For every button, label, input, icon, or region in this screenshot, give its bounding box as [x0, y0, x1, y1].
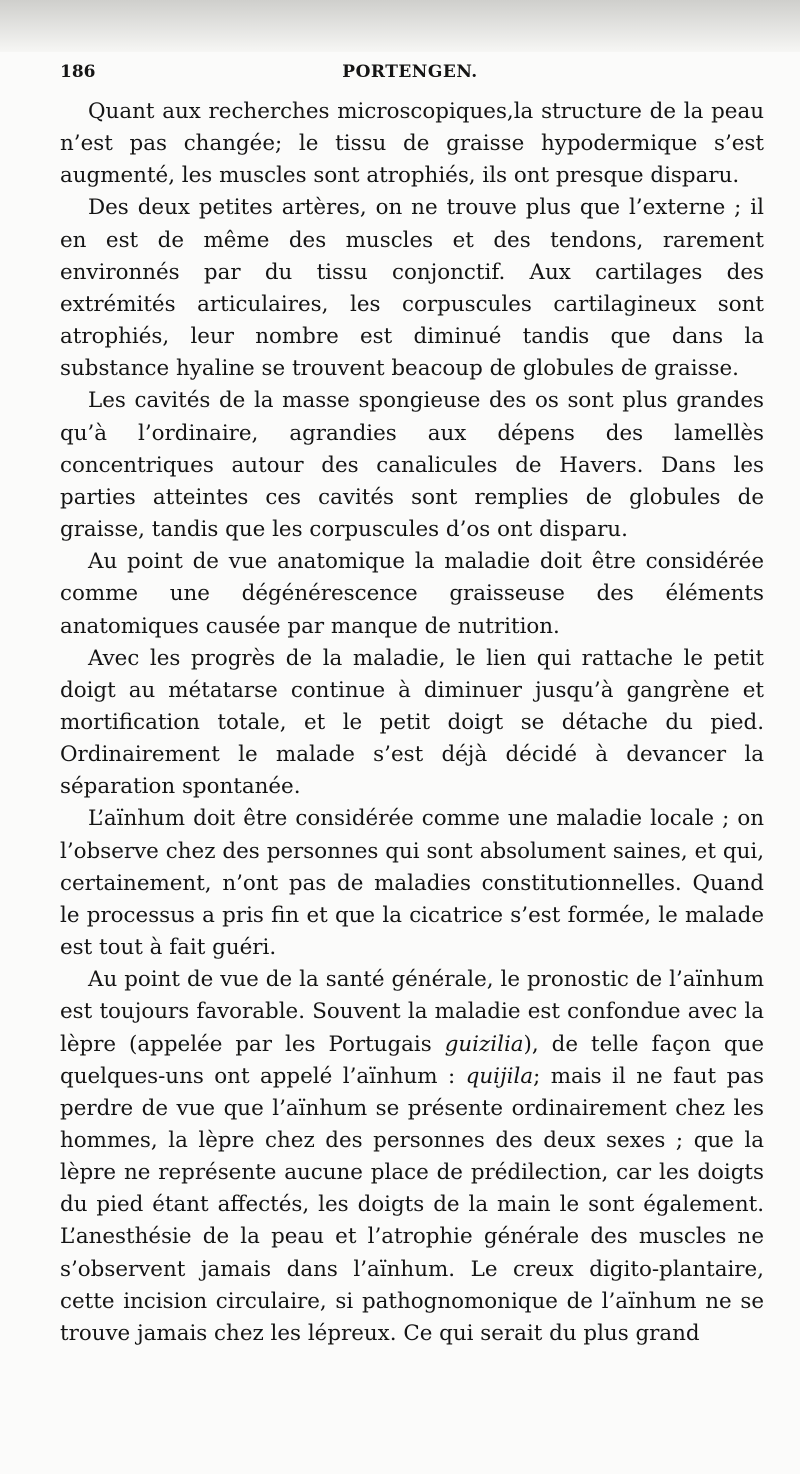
paragraph-local-disease: L’aïnhum doit être considérée comme une maladie locale ; on l’observe chez des personnes qui sont absolument saines, et qui, certainement, n’ont pas de maladies constitutionnelles. Quand le processus a pris fin et que la cicatrice s’est formée, le malade est tout à fait guéri. [60, 806, 764, 961]
paragraph-microscopy: Quant aux recherches microscopiques,la structure de la peau n’est pas changée; le tissu de graisse hypodermique s’est augmenté, les muscles sont atrophiés, ils ont presque disparu. [60, 99, 764, 189]
page-header [60, 60, 760, 90]
paragraph-progression: Avec les progrès de la maladie, le lien qui rattache le petit doigt au métatarse continue à diminuer jusqu’à gangrène et mortification totale, et le petit doigt se détache du pied. Ordinairement le malade s’est déjà décidé à devancer la séparation spontanée. [60, 645, 764, 800]
paragraph-prognosis: Au point de vue de la santé générale, le pronostic de l’aïnhum est toujours favorable. Souvent la maladie est confondue avec la lèpre (appelée par les Portugais guizilia), de telle façon que quelques-uns ont appelé l’aïnhum : quijila; mais il ne faut pas perdre de vue que l’aïnhum se présente ordinairement chez les hommes, la lèpre chez des personnes des deux sexes ; que la lèpre ne représente aucune place de prédilection, car les doigts du pied étant affectés, les doigts de la main le sont également. L’anesthésie de la peau et l’atrophie générale des muscles ne s’observent jamais dans l’aïnhum. Le creux digito-plantaire, cette incision circulaire, si pathognomonique de l’aïnhum ne se trouve jamais chez les lépreux. Ce qui serait du plus grand [60, 967, 764, 1346]
page-number: 186 [60, 62, 96, 82]
term-guizilia: guizilia [444, 1031, 524, 1057]
scan-top-shadow [0, 0, 800, 52]
paragraph-anatomy: Au point de vue anatomique la maladie doit être considérée comme une dégénérescence graisseuse des éléments anatomiques causée par manque de nutrition. [60, 549, 764, 639]
running-title: PORTENGEN. [342, 62, 478, 82]
paragraph-arteries: Des deux petites artères, on ne trouve plus que l’externe ; il en est de même des muscles et des tendons, rarement environnés par du tissu conjonctif. Aux cartilages des extrémités articulaires, les corpuscules cartilagineux sont atrophiés, leur nombre est diminué tandis que dans la substance hyaline se trouvent beacoup de globules de graisse. [60, 195, 764, 382]
paragraph-bone-cavities: Les cavités de la masse spongieuse des os sont plus grandes qu’à l’ordinaire, agrandies aux dépens des lamellès concentriques autour des canalicules de Havers. Dans les parties atteintes ces cavités sont remplies de globules de graisse, tandis que les corpuscules d’os ont disparu. [60, 388, 764, 543]
body-text [60, 96, 764, 1350]
term-quijila: quijila [465, 1063, 534, 1089]
